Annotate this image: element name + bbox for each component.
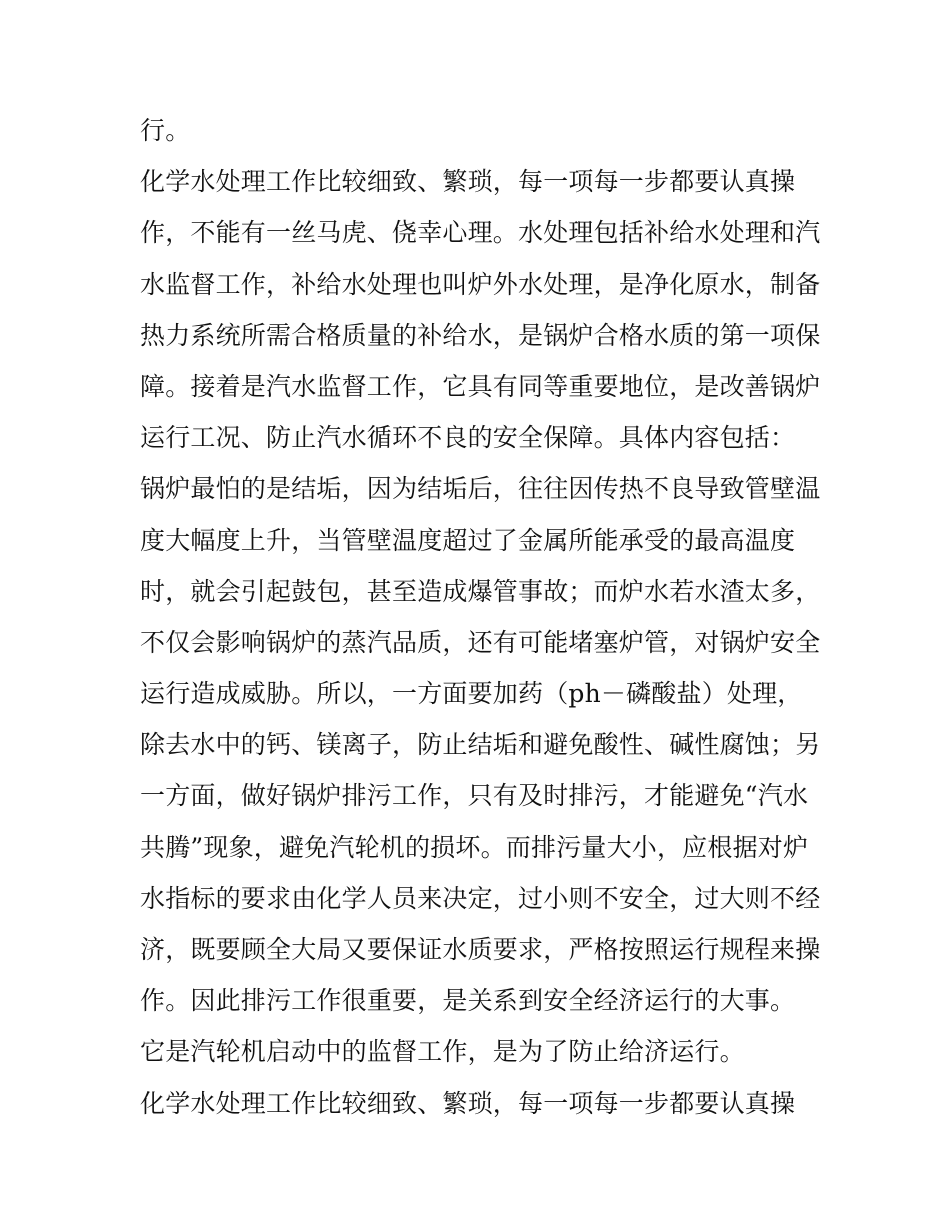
- text-line: 水指标的要求由化学人员来决定，过小则不安全，过大则不经: [140, 883, 821, 913]
- text-line: 化学水处理工作比较细致、繁琐，每一项每一步都要认真操: [140, 1088, 796, 1118]
- text-line: 行。: [140, 116, 191, 145]
- body-text: [140, 105, 830, 1129]
- text-line: 它是汽轮机启动中的监督工作，是为了防止给济运行。: [140, 1037, 745, 1067]
- text-line: 共腾”现象，避免汽轮机的损坏。而排污量大小，应根据对炉: [140, 832, 809, 862]
- text-line: 水监督工作，补给水处理也叫炉外水处理，是净化原水，制备: [140, 269, 821, 299]
- text-line: 锅炉最怕的是结垢，因为结垢后，往往因传热不良导致管壁温: [140, 474, 821, 504]
- text-line: 障。接着是汽水监督工作，它具有同等重要地位，是改善锅炉: [140, 371, 821, 401]
- text-line: 作，不能有一丝马虎、侥幸心理。水处理包括补给水处理和汽: [140, 218, 821, 248]
- text-line: 热力系统所需合格质量的补给水，是锅炉合格水质的第一项保: [140, 320, 821, 350]
- text-line: 化学水处理工作比较细致、繁琐，每一项每一步都要认真操: [140, 167, 796, 197]
- text-line: 不仅会影响锅炉的蒸汽品质，还有可能堵塞炉管，对锅炉安全: [140, 627, 821, 657]
- text-line: 运行工况、防止汽水循环不良的安全保障。具体内容包括：: [140, 423, 796, 453]
- text-line: 一方面，做好锅炉排污工作，只有及时排污，才能避免“汽水: [140, 781, 809, 811]
- text-line: 运行造成威胁。所以，一方面要加药（ph－磷酸盐）处理，: [140, 679, 803, 709]
- text-line: 度大幅度上升，当管壁温度超过了金属所能承受的最高温度: [140, 525, 796, 555]
- text-line: 作。因此排污工作很重要，是关系到安全经济运行的大事。: [140, 986, 796, 1016]
- text-line: 除去水中的钙、镁离子，防止结垢和避免酸性、碱性腐蚀；另: [140, 730, 821, 760]
- text-line: 济，既要顾全大局又要保证水质要求，严格按照运行规程来操: [140, 935, 821, 964]
- text-line: 时，就会引起鼓包，甚至造成爆管事故；而炉水若水渣太多，: [140, 576, 821, 606]
